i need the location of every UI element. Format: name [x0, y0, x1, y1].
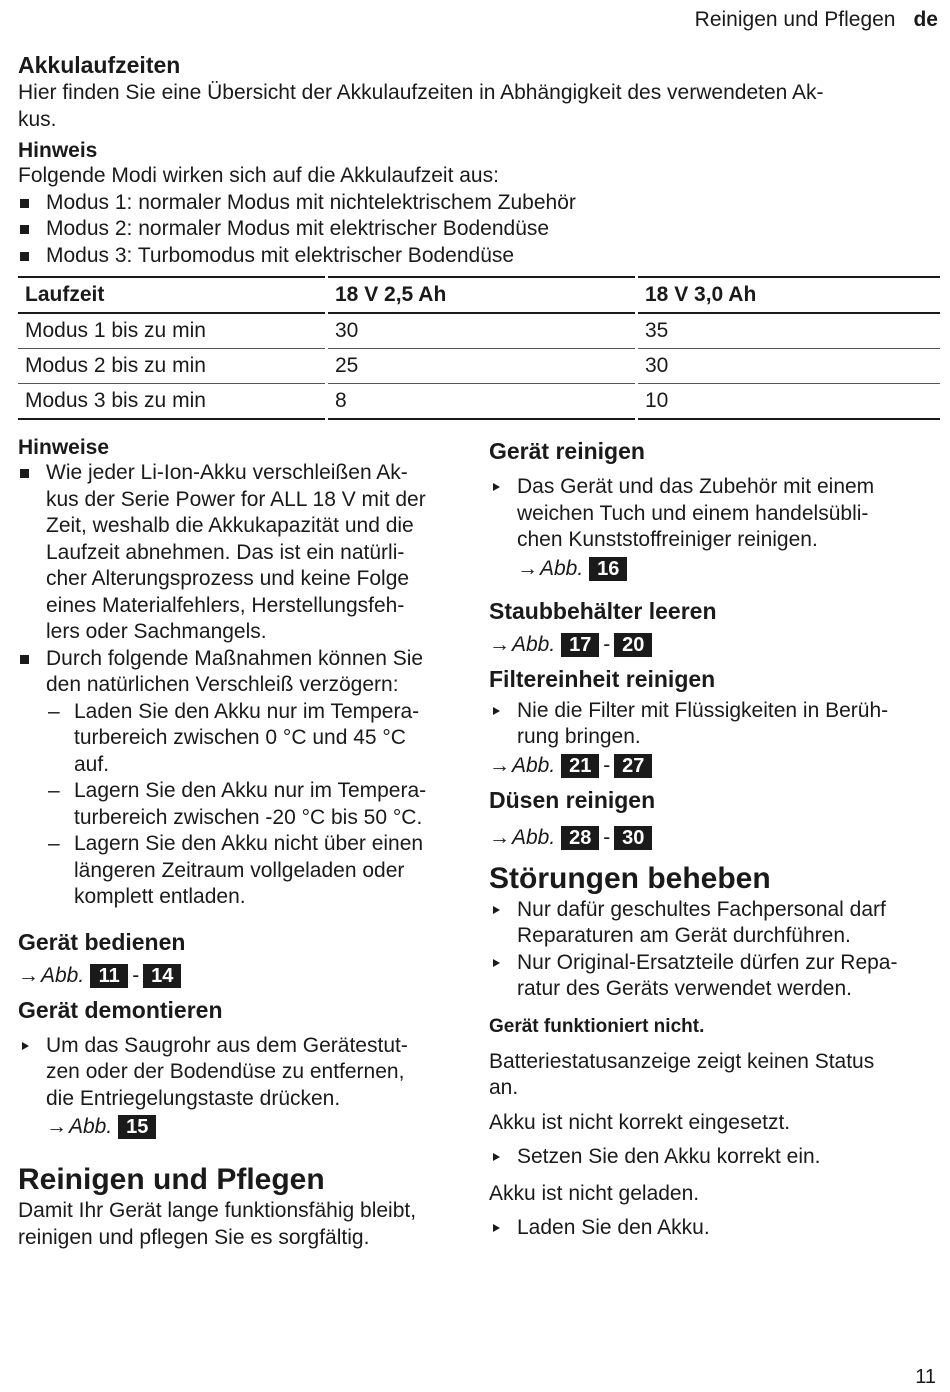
text-line: Nur Original-Ersatzteile dürfen zur Repa- — [517, 950, 898, 974]
table-cell: Modus 3 bis zu min — [18, 384, 327, 420]
instruction-item — [489, 897, 939, 950]
left-column — [18, 436, 470, 1251]
figure-badge: 20 — [614, 633, 652, 657]
demont-list — [18, 1033, 470, 1113]
fault-cause: Akku ist nicht geladen. — [489, 1181, 700, 1205]
figure-badge: 15 — [118, 1115, 156, 1139]
figure-badge: 17 — [561, 633, 599, 657]
figure-badge: 14 — [143, 964, 181, 988]
table-row — [18, 349, 940, 384]
arrow-right-icon: → — [46, 1115, 67, 1138]
section-title-pflegen: Reinigen und Pflegen — [18, 1163, 325, 1196]
arrow-right-icon: → — [18, 963, 39, 987]
figure-badge: 28 — [561, 826, 599, 850]
section-title-akkulaufzeiten: Akkulaufzeiten — [18, 52, 181, 78]
text-line: chen Kunststoffreiniger reinigen. — [517, 528, 818, 551]
table-row — [18, 313, 940, 349]
table-cell: Modus 1 bis zu min — [18, 313, 327, 349]
figure-reference — [18, 1112, 470, 1142]
section-title-bedienen: Gerät bedienen — [18, 928, 186, 955]
measure-item-2 — [46, 778, 470, 831]
figure-badge: 11 — [90, 964, 128, 988]
text-line: turbereich zwischen 0 °C und 45 °C — [74, 726, 406, 749]
text-line: kus der Serie Power for ALL 18 V mit der — [46, 487, 426, 511]
text-line: Reparaturen am Gerät durchführen. — [517, 924, 851, 947]
figure-badge: 21 — [561, 754, 599, 778]
figure-label: Abb. — [41, 963, 85, 987]
filter-list — [489, 698, 939, 751]
range-separator: - — [603, 825, 611, 849]
range-separator: - — [603, 753, 611, 777]
table-cell: 30 — [327, 313, 637, 349]
mode-item-2: Modus 2: normaler Modus mit elektrischer Bodendüse — [18, 216, 940, 243]
instruction-item — [489, 950, 939, 1003]
table-cell: 35 — [637, 313, 941, 349]
stoerungen-list — [489, 897, 939, 1003]
text-line: Zeit, weshalb die Akkukapazität und die — [46, 514, 414, 537]
text-line: turbereich zwischen -20 °C bis 50 °C. — [74, 805, 423, 829]
measure-item-3 — [46, 831, 470, 911]
instruction-item — [18, 1033, 470, 1113]
instruction-item — [489, 474, 939, 554]
section-title-staubbehaelter: Staubbehälter leeren — [489, 597, 717, 624]
fault-symptom: an. — [489, 1076, 519, 1099]
section-title-duesen: Düsen reinigen — [489, 786, 656, 813]
runtime-table — [18, 276, 940, 420]
range-separator: - — [603, 632, 611, 656]
text-line: Das Gerät und das Zubehör mit einem — [517, 475, 875, 498]
text-line: Nie die Filter mit Flüssigkeiten in Berüh- — [517, 698, 889, 722]
right-column — [489, 436, 939, 1242]
page-header — [695, 8, 938, 32]
note-title: Hinweis — [18, 139, 98, 162]
text-line: – Lagern Sie den Akku nur im Tempera- — [74, 779, 427, 802]
language-code: de — [913, 8, 938, 31]
text-line: den natürlichen Verschleiß verzögern: — [46, 673, 399, 696]
hint-item-2 — [18, 646, 470, 699]
instruction-item — [489, 698, 939, 751]
table-cell: 25 — [327, 349, 637, 384]
arrow-right-icon: → — [489, 632, 510, 656]
figure-reference — [489, 751, 939, 781]
note-text: Folgende Modi wirken sich auf die Akkulaufzeit aus: — [18, 164, 499, 187]
text-line: zen oder der Bodendüse zu entfernen, — [46, 1060, 405, 1083]
header-title: Reinigen und Pflegen — [694, 8, 896, 31]
modes-list — [18, 190, 940, 270]
text-line: – Lagern Sie den Akku nicht über einen — [74, 832, 424, 855]
figure-label: Abb. — [540, 556, 584, 580]
table-header-cell: 18 V 3,0 Ah — [637, 277, 941, 313]
text-line: weichen Tuch und einem handelsübli- — [517, 501, 869, 525]
figure-reference — [489, 554, 939, 584]
figure-label: Abb. — [512, 632, 556, 656]
battery-section — [18, 50, 940, 420]
section-title-stoerungen: Störungen beheben — [489, 861, 771, 895]
table-row — [18, 384, 940, 420]
text-line: längeren Zeitraum vollgeladen oder — [74, 858, 405, 882]
section-title-reinigen: Gerät reinigen — [489, 438, 645, 464]
page-number: 11 — [915, 1366, 936, 1388]
table-cell: Modus 2 bis zu min — [18, 349, 327, 384]
fault-cause: Akku ist nicht korrekt eingesetzt. — [489, 1110, 791, 1134]
table-header-row — [18, 277, 940, 313]
arrow-right-icon: → — [489, 825, 510, 849]
figure-badge: 27 — [614, 754, 652, 778]
fault-symptom: Batteriestatusanzeige zeigt keinen Status — [489, 1049, 875, 1073]
text-line: ratur des Geräts verwendet werden. — [517, 977, 852, 1000]
fault-action: Laden Sie den Akku. — [489, 1215, 939, 1242]
section-title-demontieren: Gerät demontieren — [18, 996, 223, 1023]
fault-title: Gerät funktioniert nicht. — [489, 1015, 705, 1037]
section-title-filtereinheit: Filtereinheit reinigen — [489, 665, 716, 692]
intro-line-1: Hier finden Sie eine Übersicht der Akkulaufzeiten in Abhängigkeit des verwendeten Ak- — [18, 81, 824, 104]
intro-line-2: kus. — [18, 107, 57, 131]
hints-list — [18, 460, 470, 699]
text-line: die Entriegelungstaste drücken. — [46, 1086, 341, 1110]
figure-badge: 16 — [589, 557, 627, 581]
text-line: cher Alterungsprozess und keine Folge — [46, 567, 410, 590]
text-line: komplett entladen. — [74, 885, 246, 908]
reinigen-list — [489, 474, 939, 554]
mode-item-1: Modus 1: normaler Modus mit nichtelektrischem Zubehör — [18, 190, 940, 217]
table-header-cell: Laufzeit — [18, 277, 327, 313]
figure-label: Abb. — [512, 825, 556, 849]
mode-item-3: Modus 3: Turbomodus mit elektrischer Bodendüse — [18, 243, 940, 270]
table-cell: 8 — [327, 384, 637, 420]
figure-badge: 30 — [614, 826, 652, 850]
text-line: rung bringen. — [517, 725, 641, 748]
text-line: – Laden Sie den Akku nur im Tempera- — [74, 699, 420, 723]
table-header-cell: 18 V 2,5 Ah — [327, 277, 637, 313]
text-line: Um das Saugrohr aus dem Gerätestut- — [46, 1033, 408, 1057]
text-line: Damit Ihr Gerät lange funktionsfähig bleibt, — [18, 1199, 417, 1222]
arrow-right-icon: → — [489, 753, 510, 777]
range-separator: - — [132, 963, 140, 987]
hints-title: Hinweise — [18, 436, 110, 459]
fault-action-list — [489, 1215, 939, 1242]
measure-item-1 — [46, 699, 470, 779]
hint-item-1 — [18, 460, 470, 646]
fault-action: Setzen Sie den Akku korrekt ein. — [489, 1144, 939, 1171]
text-line: Laufzeit abnehmen. Das ist ein natürli- — [46, 540, 405, 564]
figure-reference — [18, 961, 470, 991]
fault-action-list — [489, 1144, 939, 1171]
text-line: reinigen und pflegen Sie es sorgfältig. — [18, 1225, 370, 1249]
table-cell: 10 — [637, 384, 941, 420]
text-line: eines Materialfehlers, Herstellungsfeh- — [46, 593, 405, 617]
text-line: Nur dafür geschultes Fachpersonal darf — [517, 897, 886, 921]
figure-reference — [489, 823, 939, 853]
figure-reference — [489, 630, 939, 660]
text-line: Wie jeder Li-Ion-Akku verschleißen Ak- — [46, 461, 408, 484]
text-line: auf. — [74, 752, 110, 776]
text-line: lers oder Sachmangels. — [46, 620, 267, 643]
text-line: Durch folgende Maßnahmen können Sie — [46, 646, 424, 670]
arrow-right-icon: → — [517, 556, 538, 580]
figure-label: Abb. — [512, 753, 556, 777]
table-cell: 30 — [637, 349, 941, 384]
measures-list — [46, 699, 470, 911]
figure-label: Abb. — [69, 1115, 113, 1138]
